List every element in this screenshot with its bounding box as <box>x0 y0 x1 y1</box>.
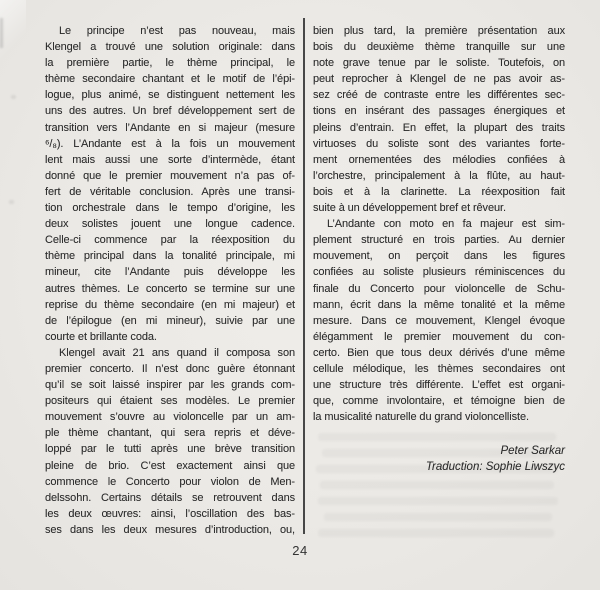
print-bleed-artifact <box>318 497 558 505</box>
text-line: les deux œuvres: ainsi, l’oscillation des bas- <box>45 507 295 520</box>
author-name: Peter Sarkar <box>500 445 565 457</box>
text-line: courte et brillante coda. <box>45 330 157 343</box>
text-line: que, comme involontaire, et témoigne bien de <box>313 395 565 408</box>
text-line: mineur, cite l’Andante puis développe les <box>45 266 295 279</box>
text-line: ⁶/₈). L’Andante est à la fois un mouvement <box>45 137 295 150</box>
print-bleed-artifact <box>318 529 554 537</box>
text-line: élégamment le premier mouvement du con- <box>313 330 565 343</box>
text-line: donné que le premier mouvement n’a pas of- <box>45 169 295 182</box>
text-line: bien plus tard, la première présentation aux <box>313 25 565 37</box>
text-line: Klengel avait 21 ans quand il composa son <box>59 346 295 359</box>
text-line: sez créé de contraste entre les différentes sec- <box>313 89 565 102</box>
print-bleed-artifact <box>318 433 556 441</box>
text-line: reprise du thème secondaire (en mi majeur) et <box>45 298 295 311</box>
text-line: tion orchestrale dans le tempo d’origine, les <box>45 202 295 215</box>
text-line: deux solistes jouent une longue cadence. <box>45 218 295 231</box>
text-line: bois du deuxième thème tranquille sur une <box>313 41 565 54</box>
text-line: Klengel a trouvé une solution originale: dans <box>45 41 295 54</box>
text-line: bois et à la clarinette. La réexposition fait <box>313 185 565 198</box>
text-line: pleins d’entrain. En effet, la plupart des traits <box>313 121 565 134</box>
text-line: suite à un développement bref et rêveur. <box>313 202 506 215</box>
text-line: finale du Concerto pour violoncelle de Schu- <box>313 282 565 295</box>
text-line: positeurs qui étaient ses modèles. Le premier <box>45 395 295 408</box>
text-column-left <box>45 23 295 538</box>
text-line: delssohn. Certains détails se retrouvent dans <box>45 491 295 504</box>
text-line: mann, écrit dans la même tonalité et la même <box>313 298 565 311</box>
text-line: confiées au soliste plusieurs réminiscences du <box>313 266 565 279</box>
print-bleed-artifact <box>320 481 554 489</box>
text-line: ment ornementées des mélodies confiées à <box>313 153 565 166</box>
scan-smudge <box>11 95 16 99</box>
scan-smudge <box>9 200 14 204</box>
text-line: mouvement s’ouvre au violoncelle par un am- <box>45 411 295 424</box>
text-line: certo. Bien que tous deux dérivés d’une même <box>313 346 565 359</box>
text-line: plement structuré en trois parties. Au dernier <box>313 234 565 247</box>
text-line: transition vers l’Andante en si majeur (mesure <box>45 121 295 134</box>
text-line: tions en insérant des passages énergiques et <box>313 105 565 118</box>
text-line: loppé par le tutti après une brève transition <box>45 443 295 456</box>
text-line: ple thème chantant, qui sera repris et déve- <box>45 427 295 440</box>
text-line: premier concerto. Il n’est donc guère étonnant <box>45 362 295 375</box>
text-line: virtuoses du soliste sont des variantes forte- <box>313 137 565 150</box>
text-line: la musicalité naturelle du grand violoncelliste. <box>313 411 529 424</box>
page-number: 24 <box>292 543 308 558</box>
text-line: logue, plus animé, se distinguent nettement les <box>45 89 295 102</box>
text-column-right <box>313 23 565 425</box>
text-line: peut reprocher à Klengel de ne pas avoir as- <box>313 73 565 86</box>
text-line: thème secondaire chantant et le motif de l’épi- <box>45 73 295 86</box>
text-line: lent mais aussi une sorte d’intermède, étant <box>45 153 295 166</box>
column-divider-rule <box>303 18 305 534</box>
text-line: une structure très différente. L’effet est organi- <box>313 379 565 392</box>
text-line: pleine de brio. C’est exactement ainsi que <box>45 459 295 472</box>
translator-credit: Traduction: Sophie Liwszyc <box>425 461 565 474</box>
text-line: L’Andante con moto en fa majeur est sim- <box>327 218 565 231</box>
translation-credit <box>313 443 565 475</box>
text-line: de l’épilogue (en mi mineur), suivie par une <box>45 314 295 327</box>
text-line: commence le Concerto pour violon de Men- <box>45 475 295 488</box>
text-line: la première partie, le thème principal, le <box>45 57 295 70</box>
text-line: mesure. Dans ce mouvement, Klengel évoque <box>313 314 565 327</box>
text-line: qu’il se soit laissé inspirer par les grands com- <box>45 379 295 392</box>
text-line: autres thèmes. Le concerto se termine sur une <box>45 282 295 295</box>
text-line: note grave tenue par le soliste. Toutefois, on <box>313 57 565 70</box>
text-line: thème principal dans la tonalité principale, mi <box>45 250 295 263</box>
text-line: ses dans les deux mesures d’introduction, ou, <box>45 523 295 536</box>
text-line: l’orchestre, principalement à la flûte, au haut- <box>313 169 565 182</box>
text-line: Le principe n’est pas nouveau, mais <box>59 25 295 37</box>
scan-edge-mark <box>0 18 3 48</box>
text-line: Celle-ci commence par la réexposition du <box>45 234 295 247</box>
text-line: uns des autres. Un bref développement sert de <box>45 105 295 118</box>
text-line: cellule mélodique, les thèmes secondaires ont <box>313 362 565 375</box>
text-line: fert de véritable conclusion. Après une transi- <box>45 185 295 198</box>
scan-corner-highlight <box>0 0 26 60</box>
print-bleed-artifact <box>324 513 552 521</box>
text-line: mouvement, on perçoit dans les figures <box>313 250 565 263</box>
